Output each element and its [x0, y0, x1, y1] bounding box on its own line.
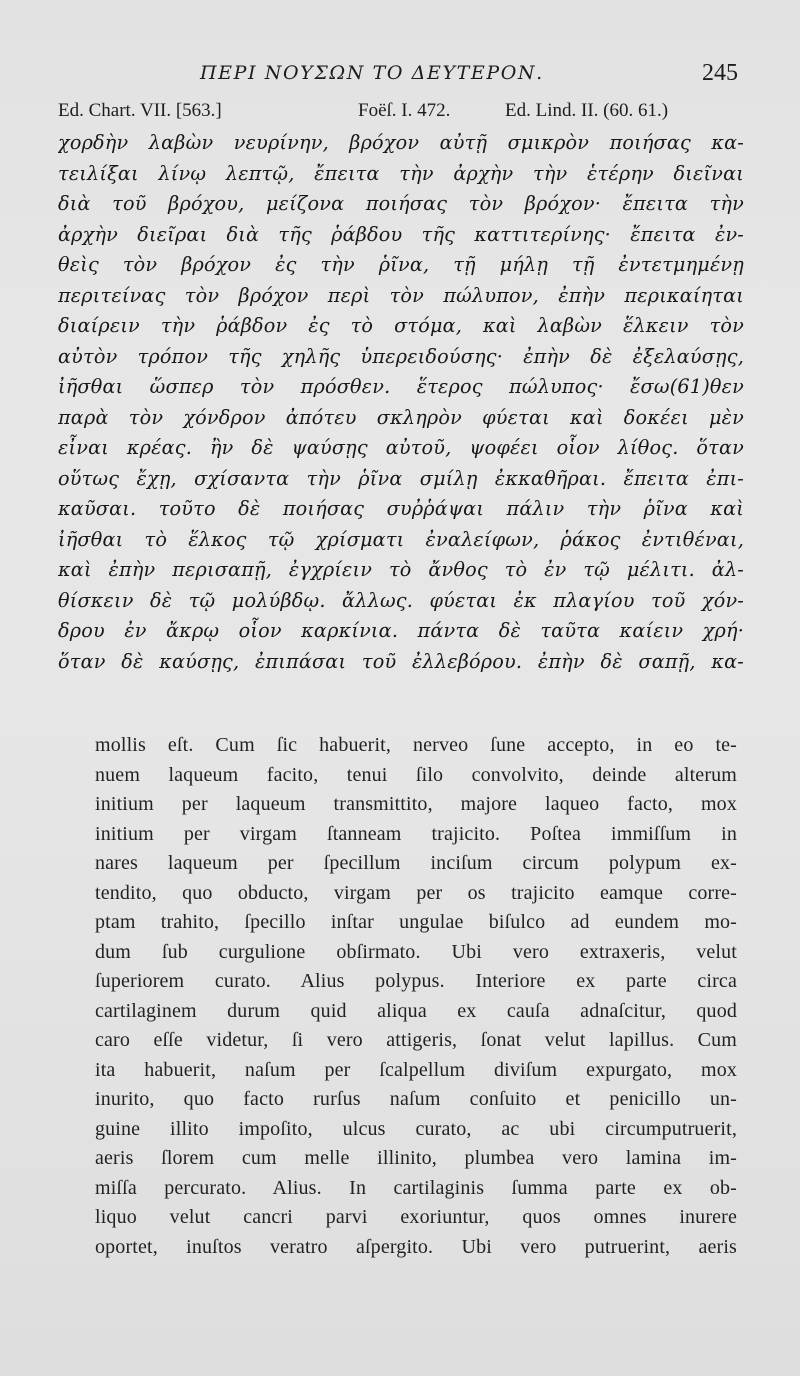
- latin-text-line: nares laqueum per ſpecillum inciſum circum polypum ex-: [95, 852, 737, 874]
- latin-text-line: oportet, inuſtos veratro aſpergito. Ubi vero putruerint, aeris: [95, 1235, 737, 1258]
- greek-text-line: παρὰ τὸν χόνδρον ἀπότευ σκληρὸν φύεται καὶ δοκέει μὲν: [58, 405, 744, 429]
- running-title: ΠΕΡΙ ΝΟΥΣΩΝ ΤΟ ΔΕΥΤΕΡΟΝ.: [200, 62, 544, 84]
- latin-text-line: ptam trahito, ſpecillo inſtar ungulae biſulco ad eundem mo-: [95, 911, 737, 933]
- latin-text-line: caro eſſe videtur, ſi vero attigeris, ſonat velut lapillus. Cum: [95, 1029, 737, 1051]
- latin-text-line: miſſa percurato. Alius. In cartilaginis ſumma parte ex ob-: [95, 1176, 737, 1199]
- latin-text-line: initium per laqueum transmittito, majore laqueo facto, mox: [95, 793, 737, 815]
- greek-text-line: διὰ τοῦ βρόχου, μείζονα ποιήσας τὸν βρόχον· ἔπειτα τὴν: [58, 192, 744, 215]
- greek-text-line: ὅταν δὲ καύσῃς, ἐπιπάσαι τοῦ ἐλλεβόρου. ἐπὴν δὲ σαπῇ, κα-: [58, 649, 744, 673]
- reference-chartier: Ed. Chart. VII. [563.]: [58, 100, 222, 121]
- latin-text-line: guine illito impoſito, ulcus curato, ac ubi circumputruerit,: [95, 1117, 737, 1140]
- latin-text-line: tendito, quo obducto, virgam per os trajicito eamque corre-: [95, 881, 737, 904]
- greek-text-line: καὶ ἐπὴν περισαπῇ, ἐγχρίειν τὸ ἄνθος τὸ ἐν τῷ μέλιτι. ἀλ-: [58, 558, 744, 581]
- latin-text-line: dum ſub curgulione obſirmato. Ubi vero extraxeris, velut: [95, 940, 737, 963]
- latin-translation-block: [95, 731, 737, 1262]
- latin-text-line: nuem laqueum facito, tenui ſilo convolvito, deinde alterum: [95, 763, 737, 786]
- greek-text-line: τειλίξαι λίνῳ λεπτῷ, ἔπειτα τὴν ἀρχὴν τὴν ἑτέρην διεῖναι: [58, 161, 744, 185]
- edition-references: [58, 100, 744, 128]
- latin-text-line: cartilaginem durum quid aliqua ex cauſa adnaſcitur, quod: [95, 999, 737, 1022]
- page-header: [200, 62, 740, 92]
- greek-text-line: ἀρχὴν διεῖραι διὰ τῆς ῥάβδου τῆς καττιτερίνης· ἔπειτα ἐν-: [58, 222, 744, 246]
- greek-text-line: χορδὴν λαβὼν νευρίνην, βρόχον αὐτῇ σμικρὸν ποιήσας κα-: [58, 131, 744, 154]
- latin-text-line: ita habuerit, naſum per ſcalpellum diviſum expurgato, mox: [95, 1058, 737, 1081]
- greek-text-line: δρου ἐν ἄκρῳ οἷον καρκίνια. πάντα δὲ ταῦτα καίειν χρή·: [58, 619, 744, 642]
- page-number: 245: [702, 60, 738, 86]
- greek-text-block: [58, 128, 744, 677]
- greek-text-line: διαίρειν τὴν ῥάβδον ἐς τὸ στόμα, καὶ λαβὼν ἕλκειν τὸν: [58, 314, 744, 337]
- greek-text-line: εἶναι κρέας. ἢν δὲ ψαύσῃς αὐτοῦ, ψοφέει οἷον λίθος. ὅταν: [58, 436, 744, 459]
- greek-text-line: αὐτὸν τρόπον τῆς χηλῆς ὑπερειδούσης· ἐπὴν δὲ ἐξελαύσῃς,: [58, 344, 744, 368]
- reference-linden: Ed. Lind. II. (60. 61.): [505, 100, 669, 121]
- greek-text-line: οὕτως ἔχῃ, σχίσαντα τὴν ῥῖνα σμίλῃ ἐκκαθῆραι. ἔπειτα ἐπι-: [58, 466, 744, 490]
- greek-text-line: περιτείνας τὸν βρόχον περὶ τὸν πώλυπον, ἐπὴν περικαίηται: [58, 283, 744, 307]
- reference-foes: Foëſ. I. 472.: [358, 100, 451, 121]
- latin-text-line: aeris ſlorem cum melle illinito, plumbea vero lamina im-: [95, 1147, 737, 1169]
- greek-text-line: καῦσαι. τοῦτο δὲ ποιήσας συῤῥάψαι πάλιν τὴν ῥῖνα καὶ: [58, 497, 744, 520]
- greek-text-line: ἰῆσθαι ὥσπερ τὸν πρόσθεν. ἕτερος πώλυπος· ἔσω(61)θεν: [58, 375, 744, 398]
- latin-text-line: liquo velut cancri parvi exoriuntur, quos omnes inurere: [95, 1206, 737, 1228]
- latin-text-line: inurito, quo facto rurſus naſum conſuito et penicillo un-: [95, 1088, 737, 1110]
- latin-text-line: mollis eſt. Cum ſic habuerit, nerveo ſune accepto, in eo te-: [95, 734, 737, 756]
- latin-text-line: initium per virgam ſtanneam trajicito. Poſtea immiſſum in: [95, 822, 737, 845]
- latin-text-line: ſuperiorem curato. Alius polypus. Interiore ex parte circa: [95, 970, 737, 992]
- greek-text-line: θίσκειν δὲ τῷ μολύβδῳ. ἄλλως. φύεται ἐκ πλαγίου τοῦ χόν-: [58, 588, 744, 612]
- greek-text-line: ἰῆσθαι τὸ ἕλκος τῷ χρίσματι ἐναλείφων, ῥάκος ἐντιθέναι,: [58, 527, 744, 551]
- greek-text-line: θεὶς τὸν βρόχον ἐς τὴν ῥῖνα, τῇ μήλῃ τῇ ἐντετμημένῃ: [58, 253, 744, 276]
